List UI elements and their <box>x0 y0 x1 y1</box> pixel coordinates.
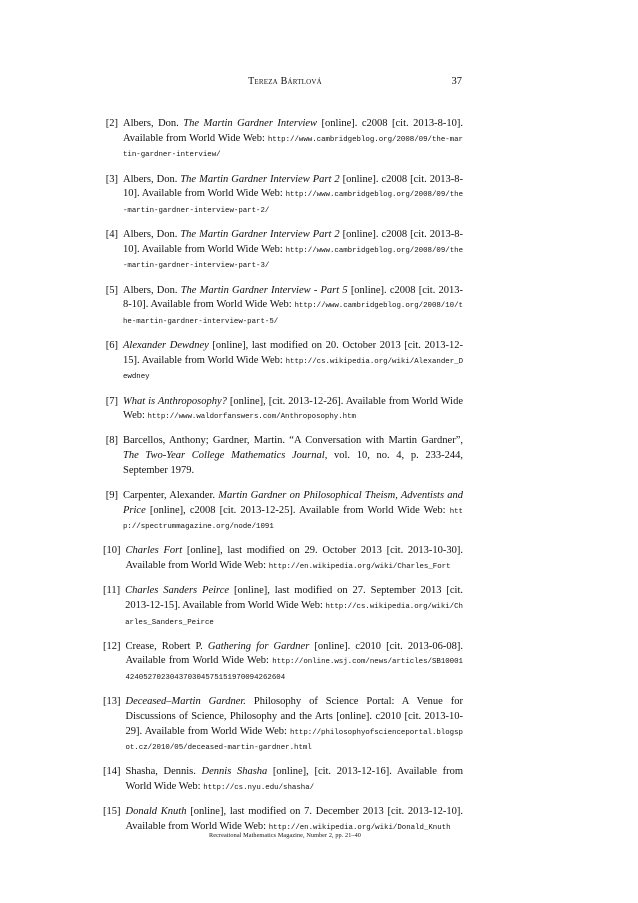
reference-item <box>103 805 463 835</box>
reference-title: Charles Fort <box>125 545 183 557</box>
reference-number: [14] <box>103 766 121 778</box>
reference-item <box>103 173 463 219</box>
reference-text <box>123 284 463 330</box>
running-head <box>108 76 462 90</box>
reference-number: [4] <box>105 229 118 240</box>
reference-title: Deceased–Martin Gardner. <box>125 696 246 708</box>
reference-item <box>103 695 463 756</box>
reference-title: Dennis Shasha <box>201 766 268 778</box>
reference-url[interactable]: http://cs.wikipedia.org/wiki/Alexander_Dewdney <box>123 357 463 382</box>
reference-text <box>123 173 463 219</box>
reference-item <box>103 395 463 425</box>
reference-url[interactable]: http://spectrummagazine.org/node/1091 <box>123 507 463 532</box>
reference-text <box>126 805 464 835</box>
reference-item <box>103 228 463 274</box>
reference-authors: Albers, Don. <box>123 118 184 129</box>
reference-text <box>123 228 463 274</box>
reference-text <box>123 117 463 163</box>
reference-item <box>103 584 463 630</box>
running-head-author: Tereza Bártlová <box>248 76 322 87</box>
reference-text <box>123 339 463 385</box>
reference-url[interactable]: http://cs.wikipedia.org/wiki/Charles_Sanders_Peirce <box>125 602 463 627</box>
reference-number: [3] <box>105 173 118 185</box>
reference-title: The Martin Gardner Interview <box>183 118 318 129</box>
reference-details: [online]. c2010 [cit. 2013-06-08]. Available from World Wide Web: <box>125 640 463 667</box>
reference-item <box>103 434 463 479</box>
page-number: 37 <box>451 76 462 87</box>
reference-details: Philosophy of Science Portal: A Venue for Discussions of Science, Philosophy and the Arts [online]. c2010 [cit. 2013-10-29]. Available from World Wide Web: <box>125 696 463 737</box>
reference-authors: Barcellos, Anthony; Gardner, Martin. “A Conversation with Martin Gardner”, <box>123 435 463 447</box>
reference-title: Charles Sanders Peirce <box>125 585 230 597</box>
reference-authors: Albers, Don. <box>123 284 181 296</box>
reference-number: [7] <box>105 395 118 407</box>
reference-item <box>103 117 463 163</box>
reference-details: [online], [cit. 2013-12-26]. Available from World Wide Web: <box>123 395 463 422</box>
reference-url[interactable]: http://cs.nyu.edu/shasha/ <box>203 784 315 792</box>
reference-authors: Albers, Don. <box>123 229 181 240</box>
reference-url[interactable]: http://philosophyofscienceportal.blogspot.cz/2010/05/deceased-martin-gardner.html <box>125 728 463 753</box>
reference-details: [online]. c2008 [cit. 2013-8-10]. Available from World Wide Web: <box>123 284 464 311</box>
reference-details: [online]. c2008 [cit. 2013-8-10]. Available from World Wide Web: <box>123 118 463 144</box>
reference-url[interactable]: http://www.cambridgeblog.org/2008/10/the-martin-gardner-interview-part-5/ <box>123 302 463 326</box>
reference-text <box>126 640 464 686</box>
reference-url[interactable]: http://www.cambridgeblog.org/2008/09/the-martin-gardner-interview/ <box>123 135 463 160</box>
reference-item <box>103 640 463 686</box>
reference-text <box>125 584 463 630</box>
reference-url[interactable]: http://en.wikipedia.org/wiki/Donald_Knuth <box>268 823 451 832</box>
reference-item <box>103 765 463 795</box>
reference-text <box>123 434 463 479</box>
reference-title: The Martin Gardner Interview - Part 5 <box>180 284 348 296</box>
reference-details: [online]. c2008 [cit. 2013-8-10]. Available from World Wide Web: <box>123 229 464 255</box>
reference-text <box>126 765 464 795</box>
reference-title: Gathering for Gardner <box>207 640 310 652</box>
reference-authors: Albers, Don. <box>123 173 181 185</box>
reference-number: [12] <box>103 640 121 652</box>
reference-text <box>123 395 463 425</box>
reference-number: [6] <box>105 340 118 351</box>
reference-list <box>103 117 463 845</box>
reference-title: Donald Knuth <box>125 806 187 818</box>
reference-number: [11] <box>103 585 121 597</box>
reference-item <box>103 284 463 330</box>
reference-url[interactable]: http://www.cambridgeblog.org/2008/09/the-martin-gardner-interview-part-2/ <box>123 191 463 215</box>
reference-details: [online], c2008 [cit. 2013-12-25]. Available from World Wide Web: <box>145 504 450 516</box>
reference-url[interactable]: http://en.wikipedia.org/wiki/Charles_Fort <box>268 563 451 571</box>
reference-url[interactable]: http://www.waldorfanswers.com/Anthroposophy.htm <box>147 413 356 422</box>
reference-text <box>126 695 464 756</box>
reference-number: [5] <box>105 284 118 296</box>
reference-authors: Shasha, Dennis. <box>125 766 202 778</box>
reference-item <box>103 544 463 574</box>
reference-details: , vol. 10, no. 4, p. 233-244, September 1979. <box>123 450 463 476</box>
reference-details: [online], last modified on 7. December 2013 [cit. 2013-12-10]. Available from World Wide Web: <box>125 806 463 832</box>
reference-details: [online], last modified on 29. October 2013 [cit. 2013-10-30]. Available from World Wide Web: <box>125 545 464 571</box>
reference-title: What is Anthroposophy? <box>123 395 227 407</box>
reference-item <box>103 339 463 385</box>
reference-number: [13] <box>103 696 121 708</box>
journal-footer: Recreational Mathematics Magazine, Number 2, pp. 21–40 <box>209 832 361 839</box>
reference-number: [2] <box>105 118 118 129</box>
reference-title: Martin Gardner on Philosophical Theism, Adventists and Price <box>123 489 463 516</box>
reference-details: [online], [cit. 2013-12-16]. Available from World Wide Web: <box>125 766 463 792</box>
reference-details: [online], last modified on 20. October 2013 [cit. 2013-12-15]. Available from World Wide Web: <box>123 340 464 366</box>
reference-item <box>103 489 463 535</box>
reference-url[interactable]: http://online.wsj.com/news/articles/SB10001424052702304370304575151970094262604 <box>125 658 463 682</box>
reference-details: [online], last modified on 27. September 2013 [cit. 2013-12-15]. Available from World Wide Web: <box>125 585 463 611</box>
reference-title: The Two-Year College Mathematics Journal <box>123 450 325 461</box>
reference-details: [online]. c2008 [cit. 2013-8-10]. Available from World Wide Web: <box>123 173 464 200</box>
reference-authors: Crease, Robert P. <box>125 640 208 652</box>
reference-number: [9] <box>105 489 118 501</box>
reference-authors: Carpenter, Alexander. <box>123 489 219 501</box>
reference-number: [8] <box>105 435 118 447</box>
reference-number: [15] <box>103 806 121 818</box>
reference-text <box>123 489 463 535</box>
reference-title: The Martin Gardner Interview Part 2 <box>180 229 340 240</box>
reference-number: [10] <box>103 545 121 557</box>
reference-title: The Martin Gardner Interview Part 2 <box>180 173 340 185</box>
reference-text <box>126 544 464 574</box>
reference-title: Alexander Dewdney <box>123 340 209 351</box>
reference-url[interactable]: http://www.cambridgeblog.org/2008/09/the-martin-gardner-interview-part-3/ <box>123 246 463 271</box>
